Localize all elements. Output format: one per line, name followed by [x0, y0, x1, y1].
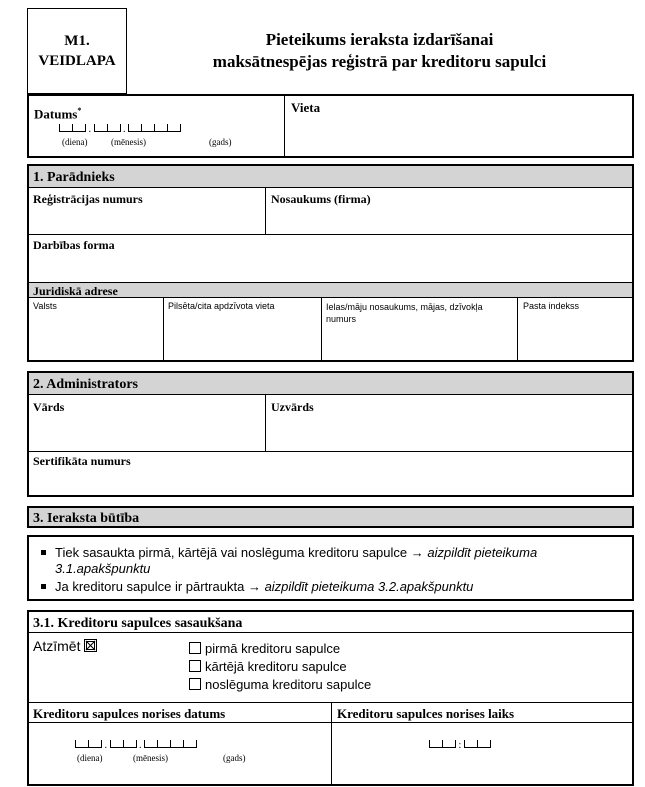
essence-options-box [27, 535, 634, 601]
convening-title: 3.1. Kreditoru sapulces sasaukšana [29, 612, 632, 633]
bullet-convened: Tiek sasaukta pirmā, kārtējā vai noslēguma kreditoru sapulce → aizpildīt pieteikuma 3.1.apakšpunktu [29, 545, 632, 577]
option-regular[interactable]: kārtējā kreditoru sapulce [189, 658, 371, 676]
meeting-date-label: Kreditoru sapulces norises datums [33, 706, 226, 721]
title-line-2: maksātnespējas reģistrā par kreditoru sapulci [212, 52, 547, 71]
name-label: Nosaukums (firma) [271, 192, 371, 206]
option-final[interactable]: noslēguma kreditoru sapulce [189, 676, 371, 694]
meeting-month-caption: (mēnesis) [133, 753, 168, 763]
date-label: Datums* [34, 106, 82, 122]
debtor-title: 1. Parādnieks [29, 166, 632, 188]
cert-number-label: Sertifikāta numurs [33, 454, 131, 468]
checkbox-icon[interactable] [189, 642, 201, 654]
essence-title: 3. Ieraksta būtība [33, 511, 140, 526]
place-label: Vieta [291, 100, 321, 115]
day-caption: (diena) [62, 137, 88, 147]
date-place-box [27, 94, 634, 158]
title-line-1: Pieteikums ieraksta izdarīšanai [265, 30, 494, 49]
mark-row [33, 638, 97, 654]
reg-number-label: Reģistrācijas numurs [33, 192, 143, 206]
administrator-title: 2. Administrators [29, 373, 632, 395]
last-name-label: Uzvārds [271, 400, 314, 414]
street-label: Ielas/māju nosaukums, mājas, dzīvokļa numurs [326, 302, 483, 324]
meeting-options [189, 640, 371, 694]
checkbox-icon[interactable] [189, 660, 201, 672]
date-entry[interactable]: . . [59, 124, 181, 135]
postal-label: Pasta indekss [523, 301, 580, 311]
meeting-time-label: Kreditoru sapulces norises laiks [337, 706, 515, 721]
debtor-section [27, 164, 634, 362]
form-code-box [27, 8, 127, 94]
bullet-interrupted: Ja kreditoru sapulce ir pārtraukta → aizpildīt pieteikuma 3.2.apakšpunktu [29, 579, 632, 595]
mark-label: Atzīmēt [33, 638, 81, 654]
meeting-day-caption: (diena) [77, 753, 103, 763]
option-first[interactable]: pirmā kreditoru sapulce [189, 640, 371, 658]
checkbox-icon[interactable] [189, 678, 201, 690]
first-name-label: Vārds [33, 400, 65, 414]
convening-section [27, 610, 634, 786]
country-label: Valsts [33, 301, 57, 311]
checked-box-icon [84, 639, 97, 652]
month-caption: (mēnesis) [111, 137, 146, 147]
essence-title-box [27, 506, 634, 528]
meeting-date-entry[interactable]: . . [75, 740, 197, 751]
legal-address-label: Juridiskā adrese [29, 283, 632, 298]
form-word: VEIDLAPA [38, 53, 116, 69]
city-label: Pilsēta/cita apdzīvota vieta [168, 301, 275, 311]
form-code: M1. [64, 33, 90, 49]
meeting-year-caption: (gads) [223, 753, 246, 763]
year-caption: (gads) [209, 137, 232, 147]
administrator-section [27, 371, 634, 497]
activity-form-label: Darbības forma [33, 238, 115, 252]
meeting-time-entry[interactable]: : [429, 740, 491, 751]
